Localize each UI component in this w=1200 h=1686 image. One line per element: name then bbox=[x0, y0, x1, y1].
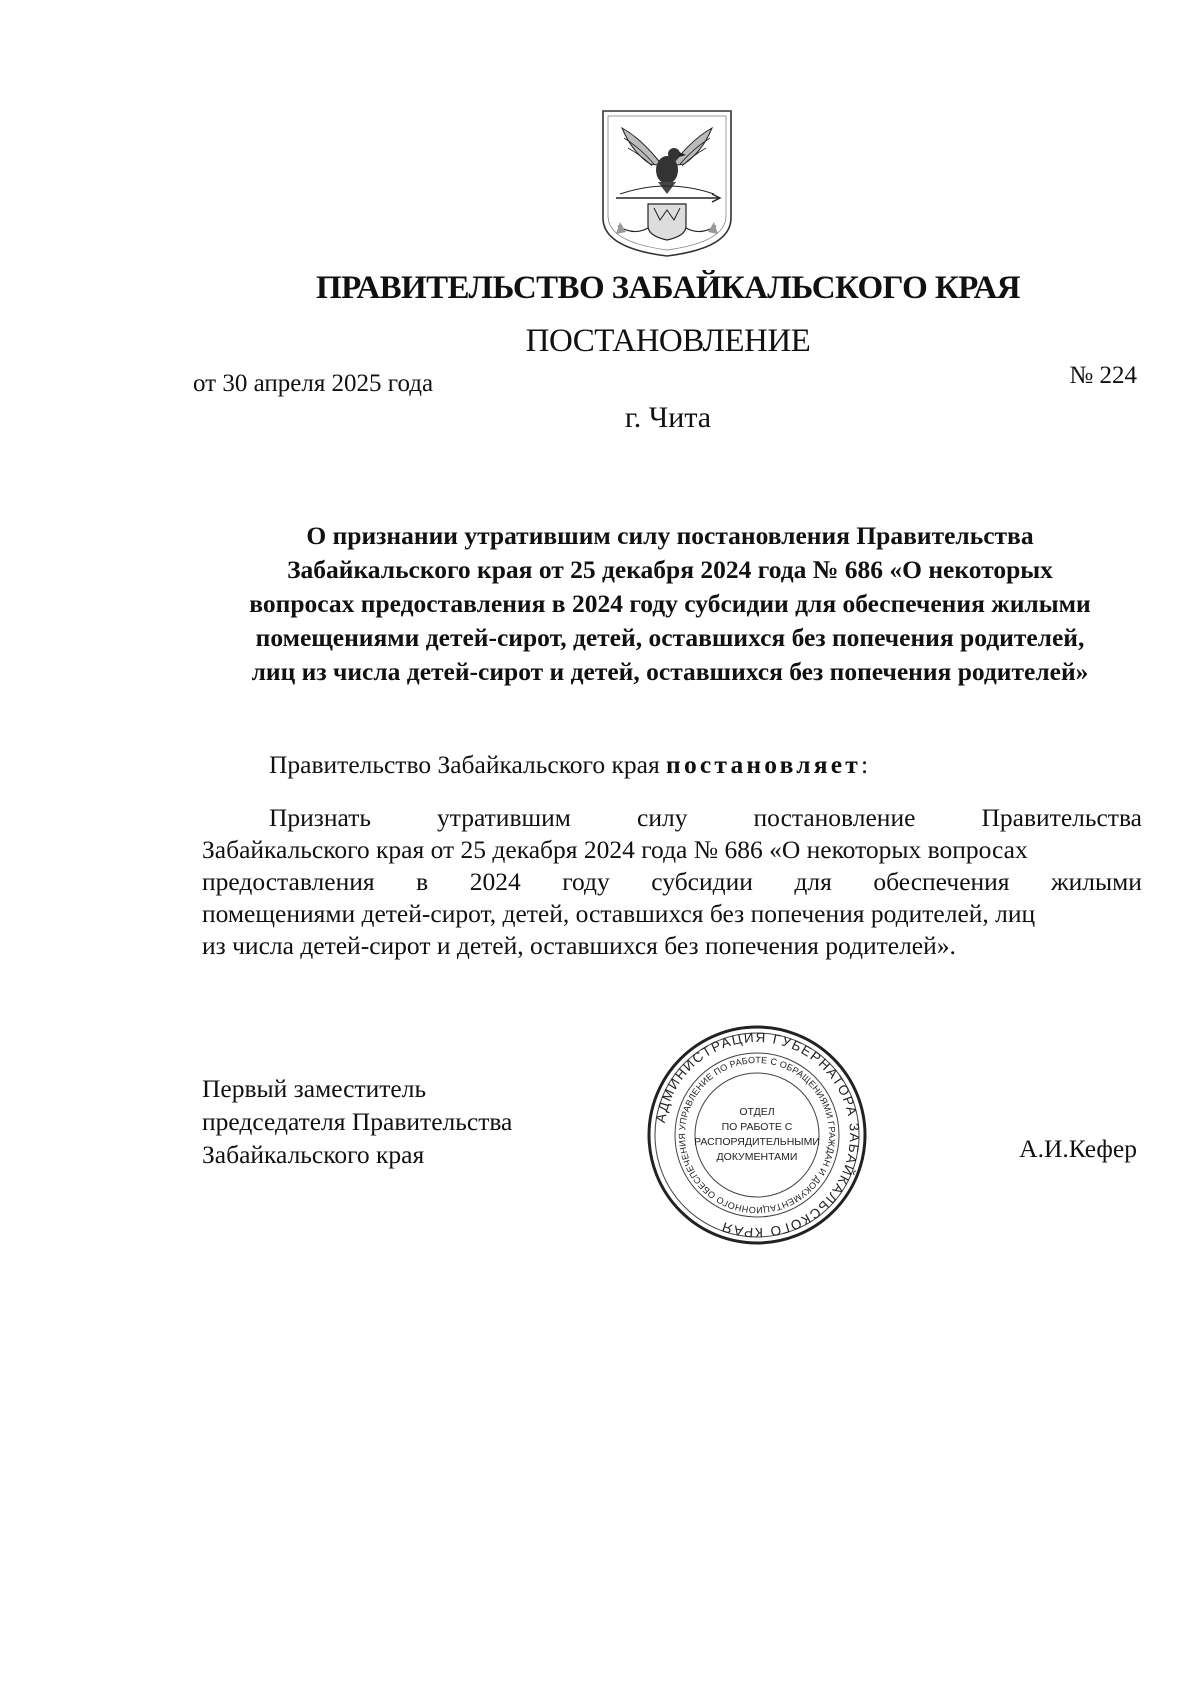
body-word: обеспечения bbox=[873, 867, 1010, 896]
signer-position-line: председателя Правительства bbox=[202, 1107, 513, 1136]
intro-suffix: : bbox=[860, 750, 869, 779]
document-title bbox=[195, 519, 1145, 689]
document-type: ПОСТАНОВЛЕНИЕ bbox=[525, 323, 811, 359]
document-date: от 30 апреля 2025 года bbox=[193, 370, 434, 397]
body-line-text: Забайкальского края от 25 декабря 2024 года № 686 «О некоторых вопросах bbox=[202, 835, 1028, 864]
body-word: в bbox=[416, 867, 429, 896]
signer-position-line: Первый заместитель bbox=[202, 1074, 427, 1103]
body-word: 2024 bbox=[469, 867, 521, 896]
body-word: утратившим bbox=[437, 803, 571, 832]
coat-of-arms-graphic bbox=[600, 108, 734, 258]
body-line bbox=[202, 802, 1142, 834]
body-word: силу bbox=[637, 803, 688, 832]
resolution-intro bbox=[269, 750, 868, 780]
body-word: субсидии bbox=[651, 867, 753, 896]
body-word: постановление bbox=[753, 803, 916, 832]
issuing-authority: ПРАВИТЕЛЬСТВО ЗАБАЙКАЛЬСКОГО КРАЯ bbox=[316, 270, 1020, 306]
intro-emphasis: постановляет bbox=[666, 750, 861, 779]
body-word: предоставления bbox=[202, 867, 375, 896]
body-line bbox=[202, 834, 1142, 866]
title-line: вопросах предоставления в 2024 году субсидии для обеспечения жилыми bbox=[249, 589, 1091, 618]
seal-center-line: РАСПОРЯДИТЕЛЬНЫМИ bbox=[694, 1136, 820, 1148]
resolution-body bbox=[202, 802, 1142, 962]
title-line: помещениями детей-сирот, детей, оставшихся без попечения родителей, bbox=[255, 623, 1085, 652]
body-word: Признать bbox=[269, 803, 371, 832]
body-word: году bbox=[562, 867, 610, 896]
seal-inner-text: УПРАВЛЕНИЕ ПО РАБОТЕ С ОБРАЩЕНИЯМИ ГРАЖДАН И ДОКУМЕНТАЦИОННОГО ОБЕСПЕЧЕНИЯ bbox=[676, 1054, 838, 1216]
seal-outer-text: АДМИНИСТРАЦИЯ ГУБЕРНАТОРА ЗАБАЙКАЛЬСКОГО КРАЯ bbox=[652, 1029, 863, 1241]
body-word: для bbox=[794, 867, 832, 896]
document-number: № 224 bbox=[1069, 362, 1137, 389]
signer-position-line: Забайкальского края bbox=[202, 1140, 425, 1169]
body-word: жилыми bbox=[1051, 867, 1142, 896]
signer-name: А.И.Кефер bbox=[1019, 1134, 1137, 1163]
official-seal-stamp bbox=[646, 1024, 868, 1246]
coat-of-arms-icon bbox=[600, 108, 734, 258]
signer-position bbox=[202, 1072, 512, 1171]
body-word: Правительства bbox=[981, 803, 1142, 832]
body-line bbox=[202, 930, 1142, 962]
seal-graphic bbox=[646, 1024, 868, 1246]
body-line bbox=[202, 898, 1142, 930]
seal-center-line: ДОКУМЕНТАМИ bbox=[716, 1151, 798, 1163]
title-line: Забайкальского края от 25 декабря 2024 года № 686 «О некоторых bbox=[287, 555, 1053, 584]
body-line-text: помещениями детей-сирот, детей, оставшихся без попечения родителей, лиц bbox=[202, 899, 1036, 928]
title-line: лиц из числа детей-сирот и детей, оставшихся без попечения родителей» bbox=[251, 657, 1089, 686]
body-line bbox=[202, 866, 1142, 898]
seal-center-line: ПО РАБОТЕ С bbox=[721, 1121, 793, 1133]
seal-center-line: ОТДЕЛ bbox=[739, 1106, 775, 1118]
title-line: О признании утратившим силу постановления Правительства bbox=[306, 521, 1034, 550]
document-city: г. Чита bbox=[624, 401, 712, 434]
body-line-text: из числа детей-сирот и детей, оставшихся без попечения родителей». bbox=[202, 931, 956, 960]
intro-text: Правительство Забайкальского края bbox=[269, 750, 667, 779]
